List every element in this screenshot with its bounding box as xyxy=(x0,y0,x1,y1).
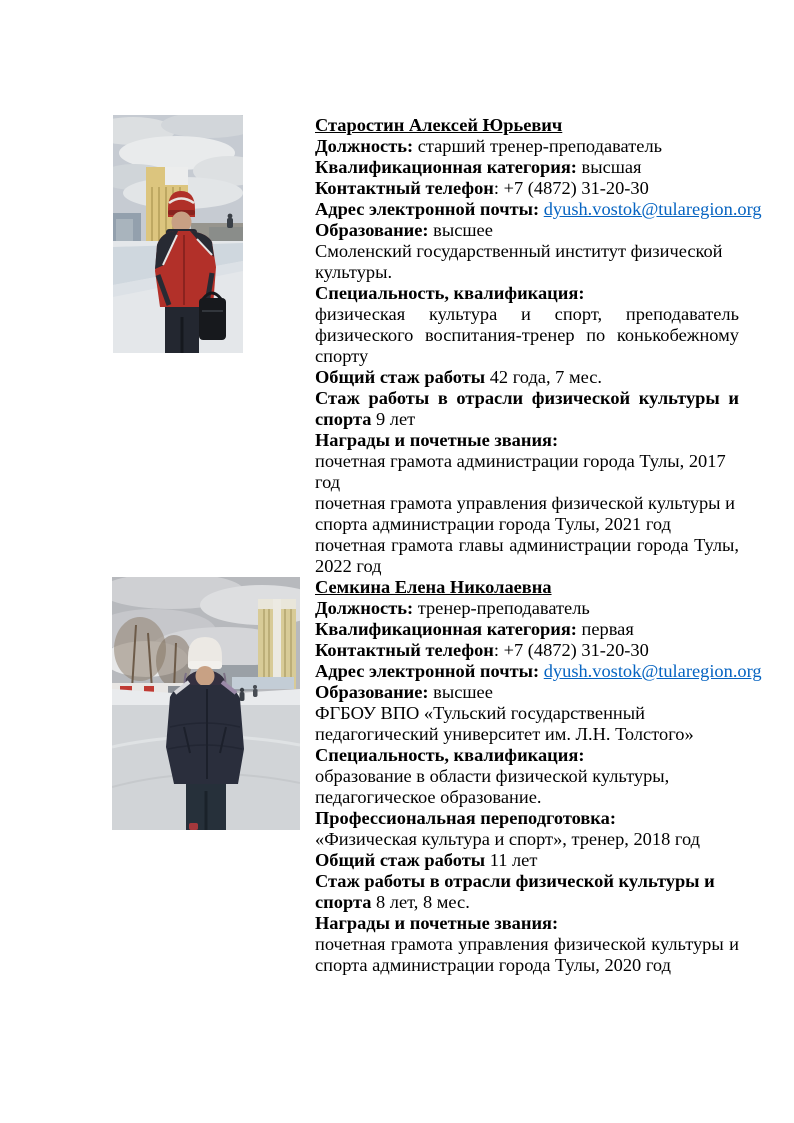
field-position xyxy=(315,598,739,619)
person-name xyxy=(315,115,739,136)
field-label: Специальность, квалификация: xyxy=(315,745,585,765)
field-specialty-label xyxy=(315,283,739,304)
photo-semkina xyxy=(112,577,300,830)
field-specialty xyxy=(315,304,739,367)
field-education-level xyxy=(315,682,739,703)
photo-starostin xyxy=(113,115,243,353)
profile-text-semkina xyxy=(315,577,762,976)
award-text: почетная грамота главы администрации города Тулы, 2022 год xyxy=(315,535,739,576)
field-label: Адрес электронной почты: xyxy=(315,199,540,219)
field-label: Общий стаж работы xyxy=(315,850,486,870)
award-text: почетная грамота управления физической культуры и спорта администрации города Тулы, 2020 год xyxy=(315,934,739,975)
field-value: ФГБОУ ВПО «Тульский государственный педагогический университет им. Л.Н. Толстого» xyxy=(315,703,694,744)
field-specialty xyxy=(315,766,739,808)
field-value: 11 лет xyxy=(489,850,538,870)
field-phone xyxy=(315,640,739,661)
person-name-text: Старостин Алексей Юрьевич xyxy=(315,115,563,135)
field-education-institution xyxy=(315,703,739,745)
field-specialty-label xyxy=(315,745,739,766)
field-label: Специальность, квалификация: xyxy=(315,283,585,303)
field-value: высшее xyxy=(433,220,493,240)
field-email xyxy=(315,199,762,220)
field-label: Общий стаж работы xyxy=(315,367,486,387)
field-label: Должность: xyxy=(315,598,414,618)
field-label: Награды и почетные звания: xyxy=(315,430,559,450)
field-value: 8 лет, 8 мес. xyxy=(376,892,470,912)
field-value: физическая культура и спорт, преподаватель физического воспитания-тренер по конькобежному спорту xyxy=(315,304,739,366)
field-label: Квалификационная категория: xyxy=(315,157,577,177)
field-label: Квалификационная категория: xyxy=(315,619,577,639)
field-category xyxy=(315,157,739,178)
field-education-institution xyxy=(315,241,739,283)
field-position xyxy=(315,136,739,157)
email-link[interactable]: dyush.vostok@tularegion.org xyxy=(543,199,762,219)
field-label: Должность: xyxy=(315,136,414,156)
ice-rink-scene-2 xyxy=(112,577,300,830)
email-link[interactable]: dyush.vostok@tularegion.org xyxy=(543,661,762,681)
field-retraining-label xyxy=(315,808,739,829)
award-text: почетная грамота управления физической культуры и спорта администрации города Тулы, 2021 год xyxy=(315,493,735,534)
field-retraining xyxy=(315,829,739,850)
field-value: высшая xyxy=(581,157,642,177)
distant-skater xyxy=(227,214,233,228)
field-value: высшее xyxy=(433,682,493,702)
field-phone xyxy=(315,178,739,199)
field-email xyxy=(315,661,762,682)
field-value: Смоленский государственный институт физической культуры. xyxy=(315,241,723,282)
field-value: 42 года, 7 мес. xyxy=(489,367,602,387)
field-label: Образование: xyxy=(315,682,429,702)
field-value: : +7 (4872) 31-20-30 xyxy=(493,178,649,198)
award-item xyxy=(315,535,739,577)
award-item xyxy=(315,493,739,535)
field-value: «Физическая культура и спорт», тренер, 2018 год xyxy=(315,829,700,849)
field-value: : +7 (4872) 31-20-30 xyxy=(493,640,649,660)
person-name-text: Семкина Елена Николаевна xyxy=(315,577,552,597)
field-awards-label xyxy=(315,430,739,451)
award-item xyxy=(315,934,739,976)
field-label: Стаж работы в отрасли физической культуры и спорта xyxy=(315,388,739,429)
field-label: Профессиональная переподготовка: xyxy=(315,808,616,828)
field-value: первая xyxy=(581,619,634,639)
field-label: Образование: xyxy=(315,220,429,240)
award-text: почетная грамота администрации города Тулы, 2017 год xyxy=(315,451,726,492)
field-value: старший тренер-преподаватель xyxy=(417,136,663,156)
award-item xyxy=(315,451,739,493)
field-label: Контактный телефон xyxy=(315,178,494,198)
field-industry-experience xyxy=(315,388,739,430)
field-category xyxy=(315,619,739,640)
field-label: Контактный телефон xyxy=(315,640,494,660)
person-name xyxy=(315,577,739,598)
field-value: образование в области физической культуры, педагогическое образование. xyxy=(315,766,670,807)
ice-rink-scene-1 xyxy=(113,115,243,353)
field-total-experience xyxy=(315,850,739,871)
field-value: тренер-преподаватель xyxy=(417,598,590,618)
field-value: 9 лет xyxy=(376,409,416,429)
field-awards-label xyxy=(315,913,739,934)
profile-text-starostin xyxy=(315,115,762,577)
field-education-level xyxy=(315,220,739,241)
field-label: Награды и почетные звания: xyxy=(315,913,559,933)
field-industry-experience xyxy=(315,871,739,913)
field-label: Адрес электронной почты: xyxy=(315,661,540,681)
field-total-experience xyxy=(315,367,739,388)
field-label: Стаж работы в отрасли физической культуры и спорта xyxy=(315,871,715,912)
